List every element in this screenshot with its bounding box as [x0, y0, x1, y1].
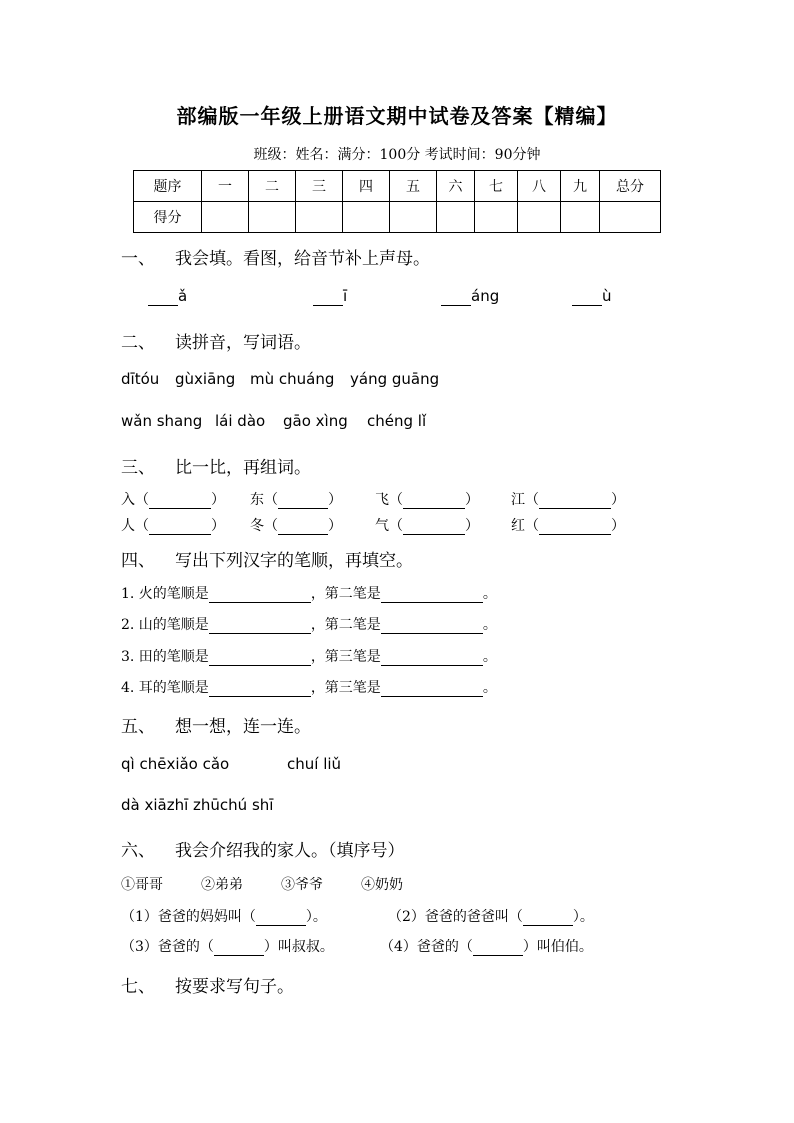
stroke-order-item [121, 677, 497, 697]
char-close: ） [611, 518, 625, 534]
answer-blank[interactable] [209, 586, 311, 603]
section-instruction: 我会填。看图，给音节补上声母。 [175, 249, 430, 269]
answer-blank[interactable] [441, 287, 471, 306]
pinyin-final: ī [343, 287, 348, 305]
prompt: 。 [482, 586, 497, 602]
answer-blank[interactable] [381, 586, 483, 603]
prompt: ，第二笔是 [310, 617, 381, 633]
score-cell[interactable] [518, 202, 561, 233]
section-instruction: 按要求写句子。 [175, 977, 294, 997]
pinyin-word: wǎn shang [121, 412, 203, 430]
option-item: ②弟弟 [201, 877, 243, 893]
score-header-cell: 一 [202, 171, 249, 202]
prompt: 2. 山的笔顺是 [121, 617, 209, 633]
answer-blank[interactable] [381, 617, 483, 634]
compare-item [511, 489, 625, 509]
answer-blank[interactable] [572, 287, 602, 306]
compare-item [121, 489, 225, 509]
score-header-cell: 总分 [600, 171, 661, 202]
option-item: ③爷爷 [281, 877, 323, 893]
answer-blank[interactable] [381, 649, 483, 666]
section-3-heading [121, 453, 311, 478]
prompt: （3）爸爸的（ [121, 939, 214, 955]
answer-blank[interactable] [313, 287, 343, 306]
char-close: ） [211, 518, 225, 534]
s1-item [572, 287, 612, 306]
section-2-heading [121, 328, 311, 353]
answer-blank[interactable] [278, 518, 328, 535]
score-cell[interactable] [600, 202, 661, 233]
score-header-cell: 二 [249, 171, 296, 202]
section-number: 五、 [121, 717, 155, 737]
section-instruction: 写出下列汉字的笔顺，再填空。 [175, 551, 413, 571]
prompt: ）叫伯伯。 [522, 939, 593, 955]
pinyin-final: áng [471, 287, 500, 305]
answer-blank[interactable] [381, 680, 483, 697]
stroke-order-item [121, 614, 497, 634]
score-header-cell: 七 [475, 171, 518, 202]
answer-blank[interactable] [523, 909, 573, 926]
char-open: 飞（ [375, 492, 403, 508]
section-number: 四、 [121, 551, 155, 571]
compare-item [250, 515, 342, 535]
score-cell[interactable] [561, 202, 600, 233]
score-header-cell: 六 [437, 171, 475, 202]
answer-blank[interactable] [148, 287, 178, 306]
section-1-heading [121, 244, 430, 269]
prompt: （2）爸爸的爸爸叫（ [388, 909, 523, 925]
score-cell[interactable] [343, 202, 390, 233]
answer-blank[interactable] [278, 492, 328, 509]
answer-blank[interactable] [214, 939, 264, 956]
pinyin-final: ǎ [178, 287, 188, 305]
score-header-cell: 九 [561, 171, 600, 202]
compare-item [121, 515, 225, 535]
pinyin-word: mù chuáng [250, 370, 335, 388]
prompt: ，第三笔是 [310, 649, 381, 665]
section-7-heading [121, 972, 294, 997]
score-cell[interactable] [437, 202, 475, 233]
score-cell[interactable] [390, 202, 437, 233]
prompt: （4）爸爸的（ [380, 939, 473, 955]
char-close: ） [328, 518, 342, 534]
answer-blank[interactable] [473, 939, 523, 956]
char-open: 红（ [511, 518, 539, 534]
pinyin-word: yáng guāng [350, 370, 440, 388]
answer-blank[interactable] [209, 649, 311, 666]
char-open: 东（ [250, 492, 278, 508]
score-header-cell: 八 [518, 171, 561, 202]
answer-blank[interactable] [539, 518, 611, 535]
prompt: ）。 [572, 909, 594, 925]
score-cell[interactable] [475, 202, 518, 233]
answer-blank[interactable] [149, 518, 211, 535]
pinyin-word: gāo xìng [283, 412, 348, 430]
prompt: 3. 田的笔顺是 [121, 649, 209, 665]
section-number: 二、 [121, 333, 155, 353]
section-instruction: 想一想，连一连。 [175, 717, 311, 737]
prompt: 4. 耳的笔顺是 [121, 680, 209, 696]
char-close: ） [328, 492, 342, 508]
s1-item [148, 287, 187, 306]
pinyin-word: dītóu [121, 370, 160, 388]
compare-item [375, 515, 479, 535]
score-cell[interactable] [202, 202, 249, 233]
prompt: ，第二笔是 [310, 586, 381, 602]
family-question [380, 936, 593, 956]
score-table-header-row [134, 171, 661, 202]
stroke-order-item [121, 583, 497, 603]
option-item: ④奶奶 [361, 877, 403, 893]
answer-blank[interactable] [209, 617, 311, 634]
pinyin-final: ù [602, 287, 612, 305]
section-number: 七、 [121, 977, 155, 997]
prompt: 。 [482, 617, 497, 633]
score-table [133, 170, 661, 233]
pinyin-word: gùxiāng [175, 370, 236, 388]
char-close: ） [211, 492, 225, 508]
s1-item [313, 287, 347, 306]
answer-blank[interactable] [209, 680, 311, 697]
score-table-score-row [134, 202, 661, 233]
section-number: 一、 [121, 249, 155, 269]
pinyin-word: chéng lǐ [367, 412, 427, 430]
section-4-heading [121, 546, 413, 571]
char-open: 人（ [121, 518, 149, 534]
family-question [388, 906, 594, 926]
score-cell[interactable] [296, 202, 343, 233]
option-item: ①哥哥 [121, 877, 163, 893]
char-open: 江（ [511, 492, 539, 508]
char-open: 气（ [375, 518, 403, 534]
score-header-cell: 三 [296, 171, 343, 202]
prompt: 。 [482, 680, 497, 696]
section-number: 三、 [121, 458, 155, 478]
score-header-cell: 题序 [134, 171, 202, 202]
section-6-heading [121, 836, 405, 861]
section-instruction: 读拼音，写词语。 [175, 333, 311, 353]
char-open: 冬（ [250, 518, 278, 534]
pinyin-word: lái dào [215, 412, 266, 430]
stroke-order-item [121, 646, 497, 666]
char-close: ） [465, 518, 479, 534]
prompt: ）。 [305, 909, 327, 925]
compare-item [250, 489, 342, 509]
pinyin-word: chuí liǔ [287, 755, 342, 773]
pinyin-word: dà xiāzhī zhūchú shī [121, 796, 274, 814]
char-close: ） [611, 492, 625, 508]
page-title: 部编版一年级上册语文期中试卷及答案【精编】 [176, 104, 618, 128]
compare-item [511, 515, 625, 535]
char-open: 入（ [121, 492, 149, 508]
section-5-heading [121, 712, 311, 737]
answer-blank[interactable] [539, 492, 611, 509]
prompt: ）叫叔叔。 [263, 939, 334, 955]
prompt: 。 [482, 649, 497, 665]
score-row-label: 得分 [134, 202, 202, 233]
score-cell[interactable] [249, 202, 296, 233]
section-instruction: 比一比，再组词。 [175, 458, 311, 478]
section-number: 六、 [121, 841, 155, 861]
score-header-cell: 四 [343, 171, 390, 202]
answer-blank[interactable] [403, 492, 465, 509]
answer-blank[interactable] [403, 518, 465, 535]
prompt: （1）爸爸的妈妈叫（ [121, 909, 256, 925]
prompt: 1. 火的笔顺是 [121, 586, 209, 602]
exam-info: 班级：姓名：满分：100分 考试时间：90分钟 [253, 147, 541, 163]
char-close: ） [465, 492, 479, 508]
compare-item [375, 489, 479, 509]
s1-item [441, 287, 499, 306]
family-question [121, 906, 327, 926]
section-instruction: 我会介绍我的家人。（填序号） [175, 841, 405, 861]
prompt: ，第三笔是 [310, 680, 381, 696]
answer-blank[interactable] [256, 909, 306, 926]
score-header-cell: 五 [390, 171, 437, 202]
family-question [121, 936, 334, 956]
answer-blank[interactable] [149, 492, 211, 509]
pinyin-word: qì chēxiǎo cǎo [121, 755, 230, 773]
